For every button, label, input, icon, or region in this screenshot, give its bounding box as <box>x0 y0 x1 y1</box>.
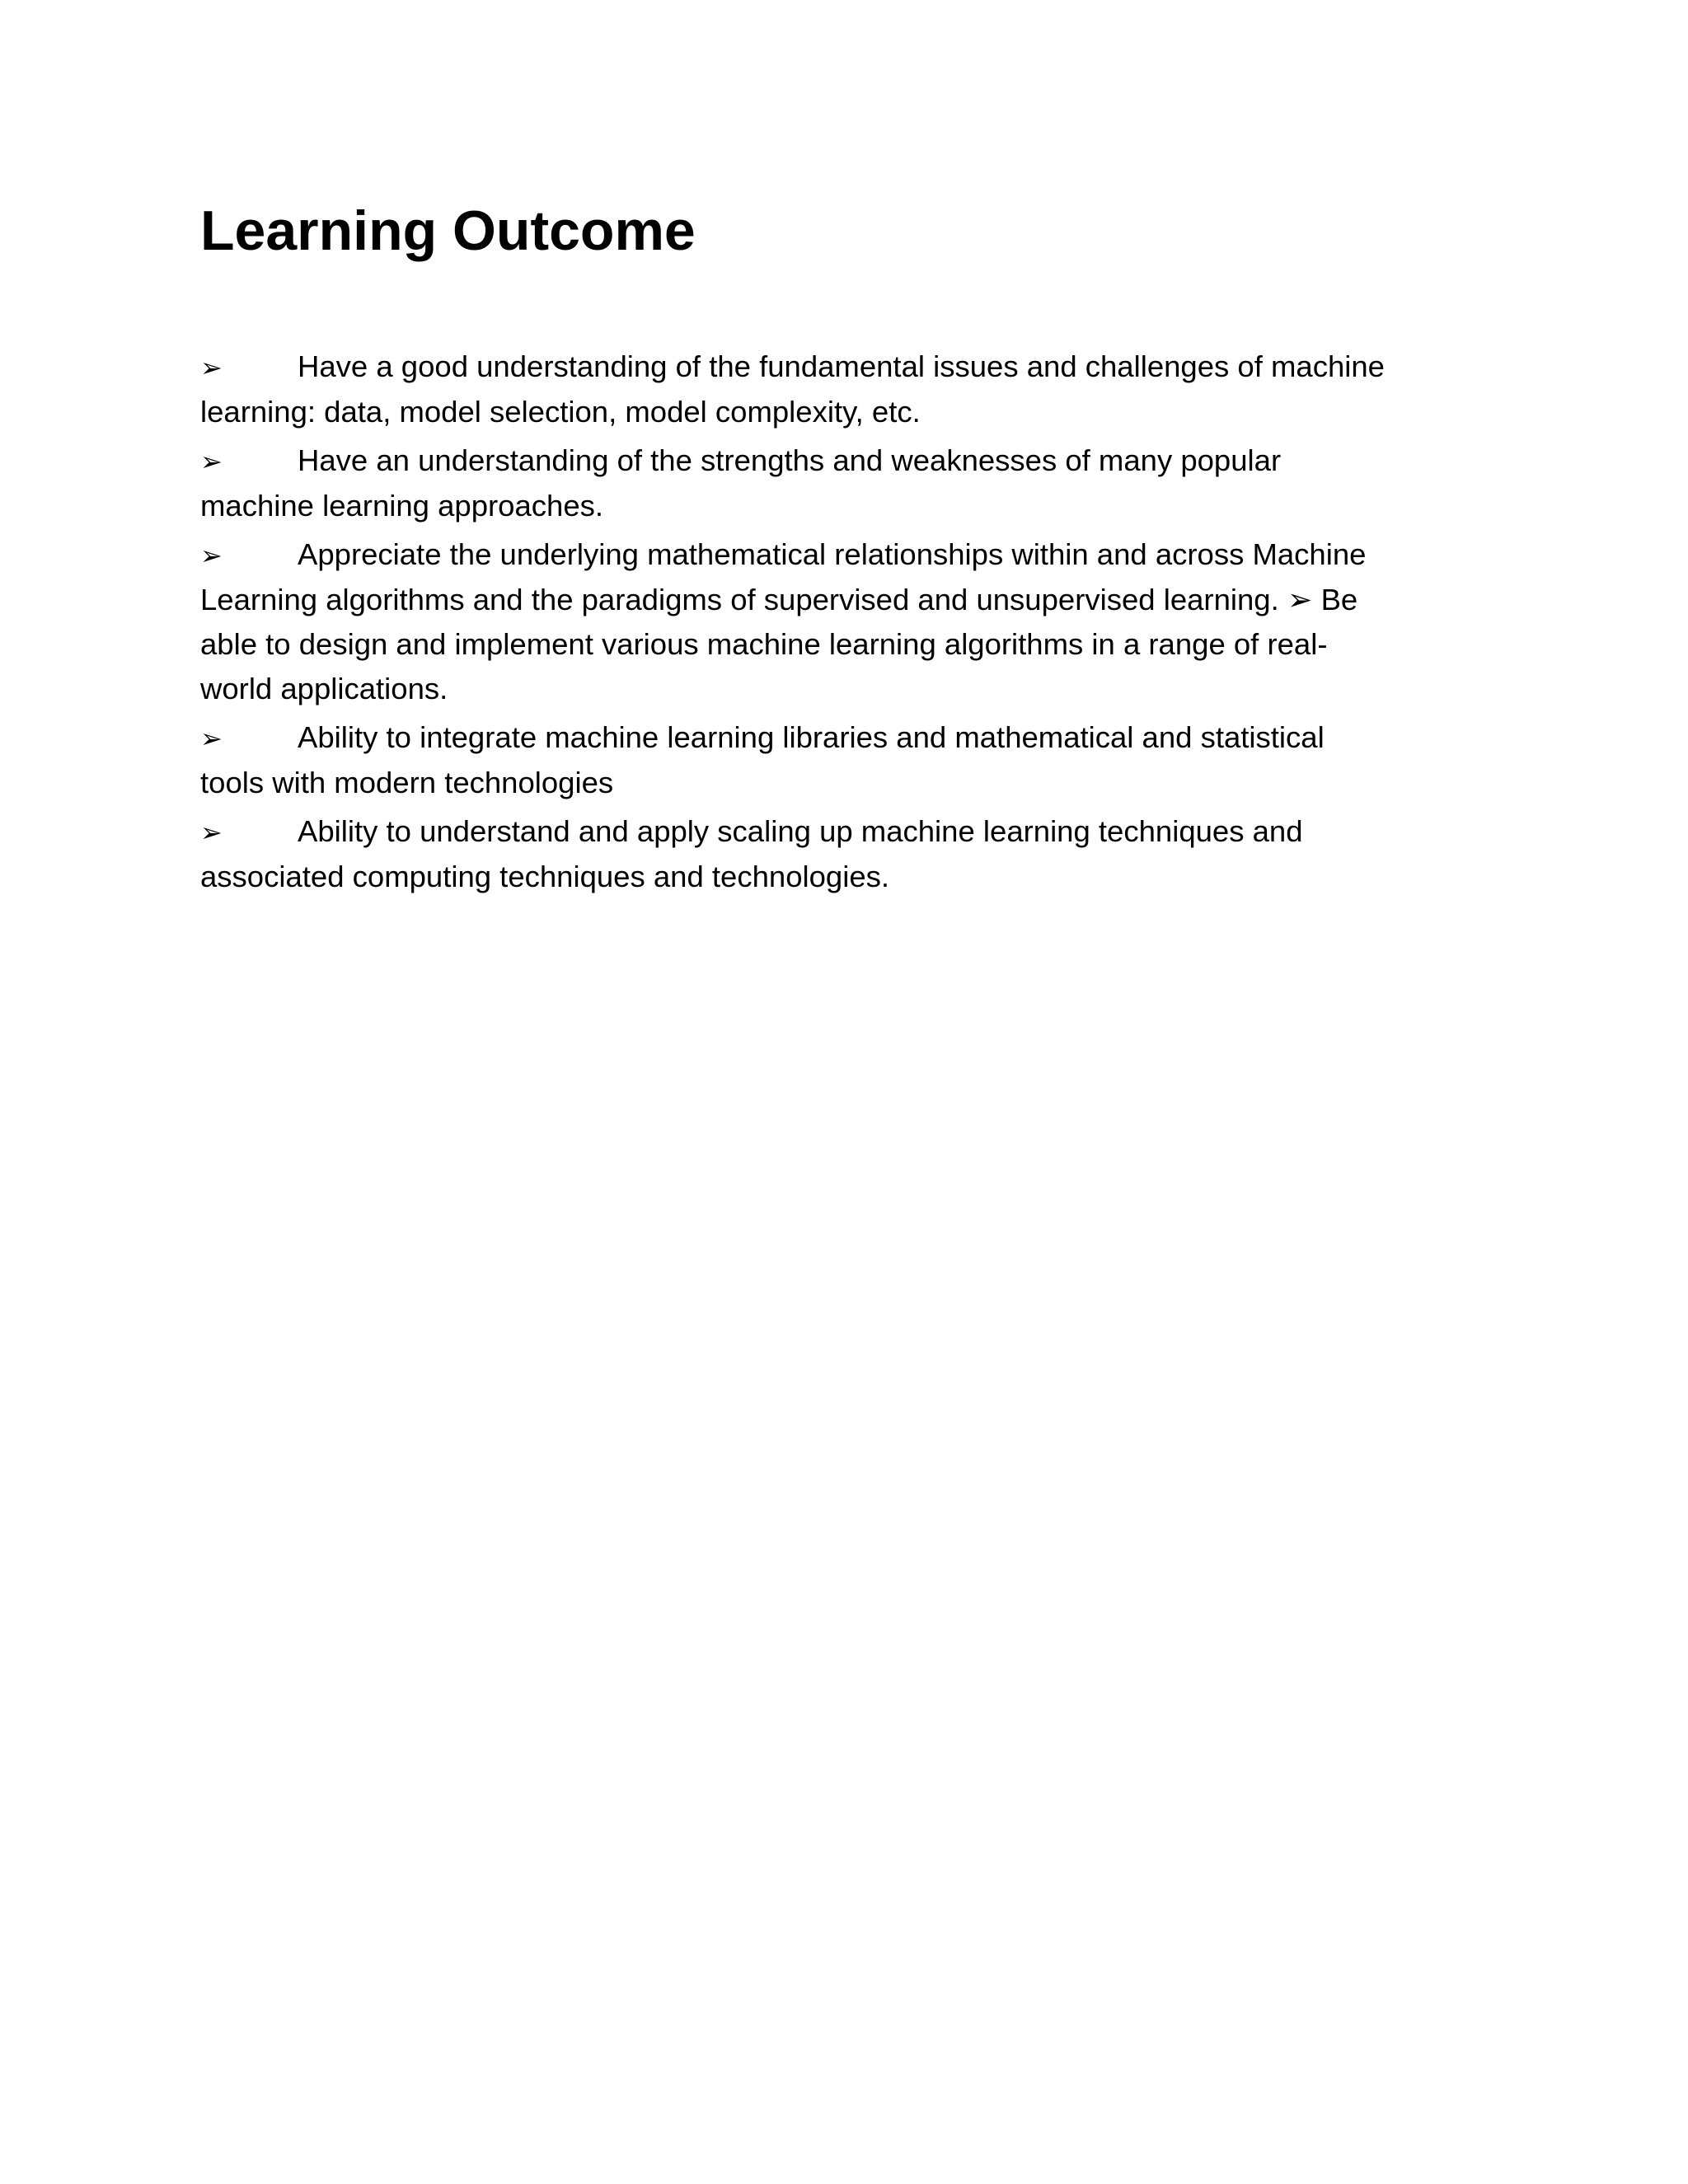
list-item-text: Appreciate the underlying mathematical relationships within and across Machine Learning algorithms and the paradigms of supervised and unsupervised learning. ➢ Be able to design and implement various machine learning algorithms in a range of real-world applications. <box>200 537 1367 705</box>
document-content <box>200 191 1387 903</box>
arrow-bullet-icon: ➢ <box>200 352 223 383</box>
arrow-bullet-icon: ➢ <box>200 723 223 754</box>
learning-outcomes-list <box>200 344 1387 899</box>
page-title: Learning Outcome <box>200 199 696 262</box>
list-item <box>200 344 1387 434</box>
list-item-text: Have an understanding of the strengths and weaknesses of many popular machine learning approaches. <box>200 443 1282 523</box>
arrow-bullet-icon: ➢ <box>200 446 223 477</box>
arrow-bullet-icon: ➢ <box>200 540 223 571</box>
arrow-bullet-icon: ➢ <box>200 817 223 848</box>
list-item <box>200 532 1387 711</box>
list-item-text: Ability to integrate machine learning libraries and mathematical and statistical tools with modern technologies <box>200 720 1325 799</box>
list-item-text: Have a good understanding of the fundamental issues and challenges of machine learning: data, model selection, model complexity, etc. <box>200 349 1385 429</box>
list-item <box>200 809 1387 899</box>
list-item-text: Ability to understand and apply scaling up machine learning techniques and associated computing techniques and technologies. <box>200 814 1303 893</box>
list-item <box>200 715 1387 805</box>
list-item <box>200 438 1387 528</box>
